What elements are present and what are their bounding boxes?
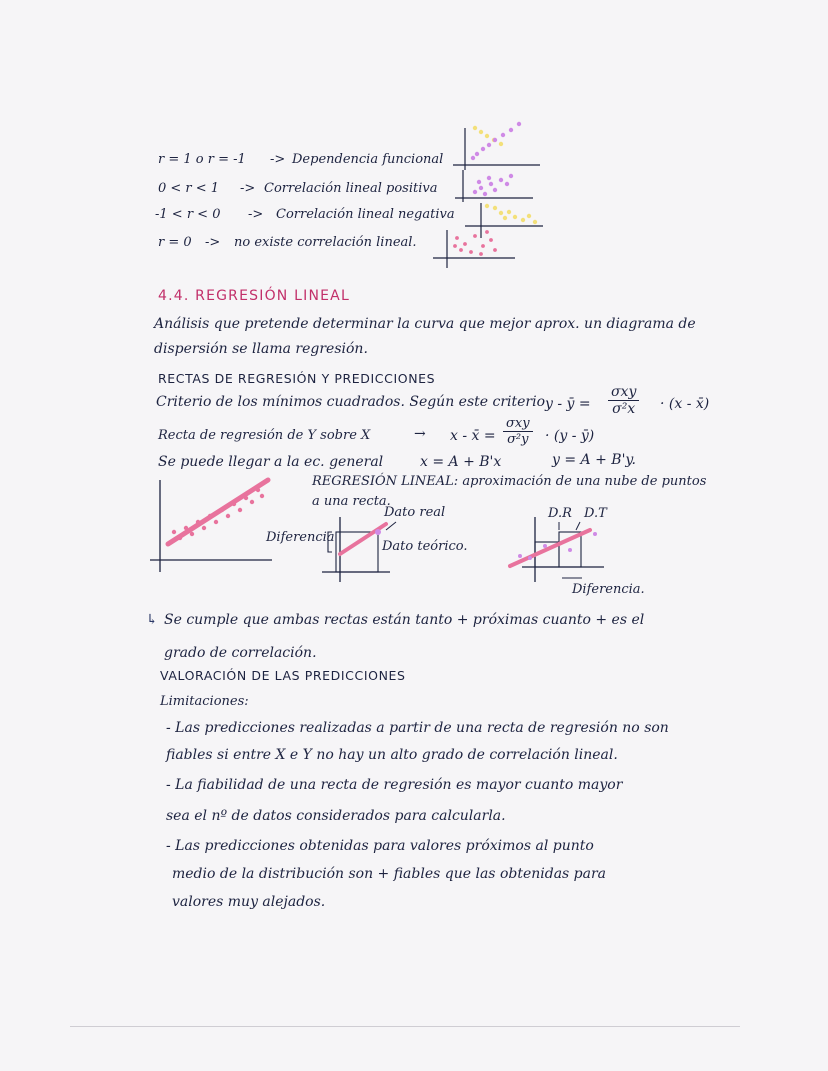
limitacion-3-line-1: - Las predicciones obtenidas para valores próximos al punto	[166, 838, 594, 854]
limitaciones-label: Limitaciones:	[160, 694, 249, 709]
corr-arrow-2: ->	[240, 181, 256, 196]
limitacion-1-line-2: fiables si entre X e Y no hay un alto grado de correlación lineal.	[166, 747, 618, 763]
regression-diagrams	[150, 472, 670, 597]
sketch-positive	[455, 170, 533, 202]
limitacion-2-line-2: sea el nº de datos considerados para calcularla.	[166, 808, 506, 824]
ecuacion-eq1: x = A + B'x	[420, 454, 502, 470]
note-line-2: grado de correlación.	[164, 645, 317, 661]
recta-numerator: σxy	[503, 416, 533, 432]
diagram-dr-dt	[510, 517, 604, 582]
recta-lhs: x - x̄ =	[450, 428, 496, 444]
intro-line-2: dispersión se llama regresión.	[154, 341, 368, 357]
corr-meaning-3: Correlación lineal negativa	[276, 207, 455, 222]
label-diferencia-right: Diferencia.	[572, 582, 645, 597]
corr-arrow-4: ->	[205, 235, 221, 250]
label-dato-teorico: Dato teórico.	[382, 539, 468, 554]
label-dr: D.R	[548, 506, 572, 521]
label-diferencia-left: Diferencia	[266, 530, 335, 545]
label-dt: D.T	[584, 506, 607, 521]
limitacion-3-line-2: medio de la distribución son + fiables que las obtenidas para	[172, 866, 607, 882]
regresion-def-line-2: a una recta.	[312, 494, 391, 509]
criterio-rhs: · (x - x̄)	[660, 396, 710, 412]
ecuacion-eq2: y = A + B'y.	[552, 452, 636, 468]
corr-condition-2: 0 < r < 1	[158, 181, 220, 196]
intro-line-1: Análisis que pretende determinar la curva que mejor aprox. un diagrama de	[154, 316, 696, 332]
label-dato-real: Dato real	[384, 505, 446, 520]
corr-condition-1: r = 1 o r = -1	[158, 152, 246, 167]
criterio-fraction	[608, 384, 639, 417]
corr-condition-4: r = 0	[158, 235, 192, 250]
recta-rhs: · (y - ȳ)	[545, 428, 595, 444]
sketch-no-correlation	[433, 230, 515, 268]
corr-arrow-3: ->	[248, 207, 264, 222]
criterio-lhs: y - ȳ =	[545, 396, 591, 412]
corr-meaning-1: Dependencia funcional	[292, 152, 444, 167]
regresion-def-line-1: REGRESIÓN LINEAL: aproximación de una nube de puntos	[312, 474, 707, 489]
corr-arrow-1: ->	[270, 152, 286, 167]
criterio-denominator: σ²x	[612, 401, 636, 417]
subheading-valoracion: VALORACIÓN DE LAS PREDICCIONES	[160, 668, 406, 683]
note-arrow-icon: ↳	[146, 612, 158, 628]
recta-denominator: σ²y	[507, 432, 529, 447]
ecuacion-text: Se puede llegar a la ec. general	[158, 454, 384, 470]
page-bottom-edge	[70, 1026, 740, 1027]
criterio-numerator: σxy	[608, 384, 639, 401]
corr-meaning-4: no existe correlación lineal.	[234, 235, 417, 250]
criterio-text: Criterio de los mínimos cuadrados. Según este criterio	[156, 394, 546, 410]
note-line-1: Se cumple que ambas rectas están tanto + próximas cuanto + es el	[164, 612, 645, 628]
sketch-functional	[453, 122, 540, 170]
recta-text: Recta de regresión de Y sobre X	[158, 428, 371, 443]
sketch-negative	[465, 203, 543, 238]
diagram-cloud	[150, 480, 272, 572]
correlation-sketches	[425, 118, 545, 270]
recta-arrow: →	[414, 426, 426, 442]
recta-fraction	[503, 416, 533, 447]
corr-condition-3: -1 < r < 0	[155, 207, 221, 222]
limitacion-3-line-3: valores muy alejados.	[172, 894, 326, 910]
limitacion-2-line-1: - La fiabilidad de una recta de regresión es mayor cuanto mayor	[166, 777, 623, 793]
subheading-rectas: RECTAS DE REGRESIÓN Y PREDICCIONES	[158, 371, 436, 386]
corr-meaning-2: Correlación lineal positiva	[264, 181, 438, 196]
section-title: 4.4. REGRESIÓN LINEAL	[158, 288, 350, 304]
limitacion-1-line-1: - Las predicciones realizadas a partir de una recta de regresión no son	[166, 720, 669, 736]
